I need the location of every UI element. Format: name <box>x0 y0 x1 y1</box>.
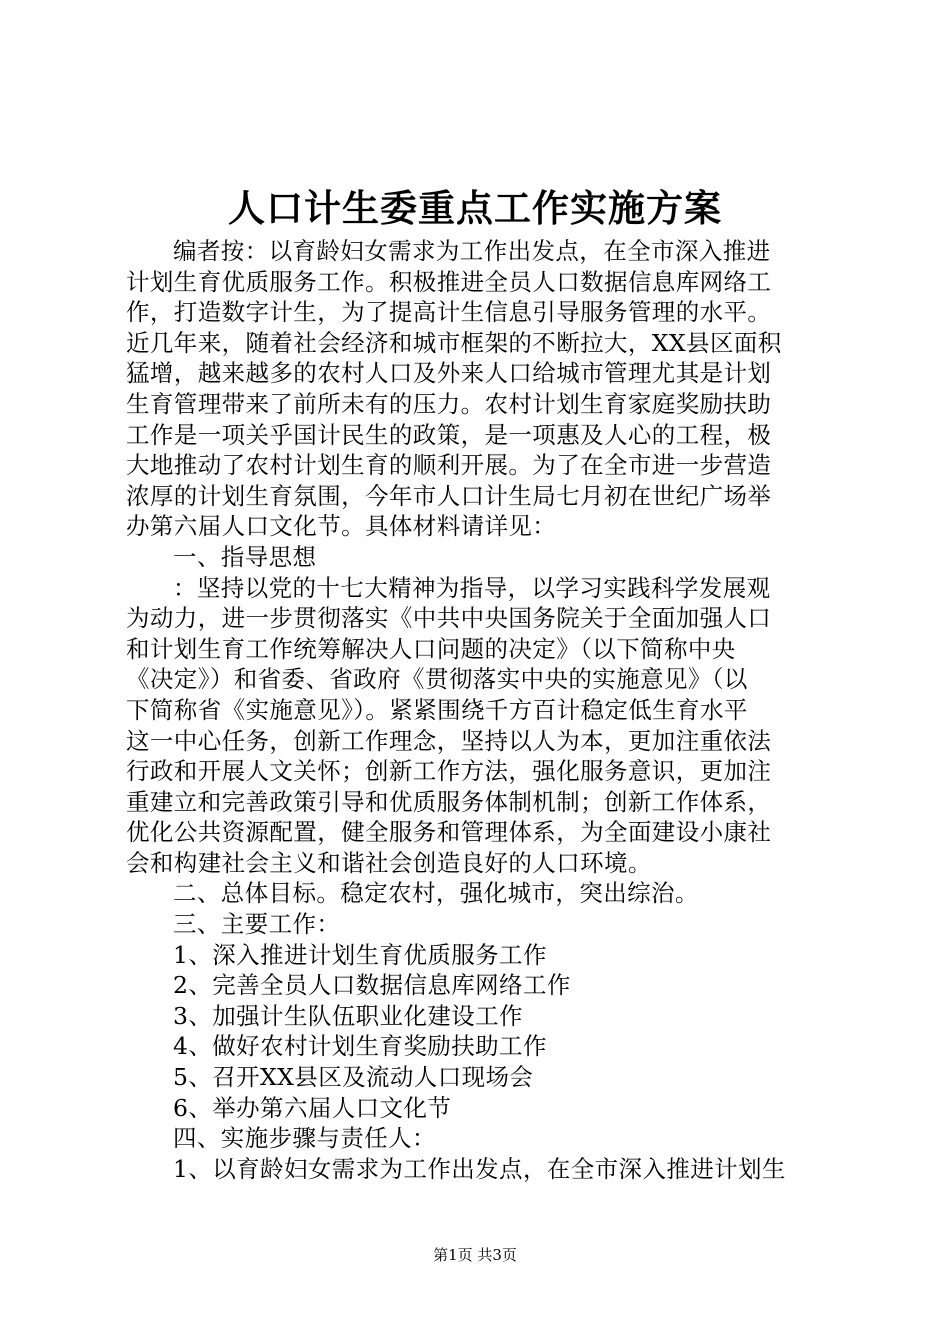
text-line: 行政和开展人文关怀；创新工作方法，强化服务意识，更加注 <box>126 757 772 786</box>
text-line: 计划生育优质服务工作。积极推进全员人口数据信息库网络工 <box>126 267 772 296</box>
list-item: 6、举办第六届人口文化节 <box>173 1093 452 1122</box>
list-item: 4、做好农村计划生育奖励扶助工作 <box>173 1032 547 1061</box>
list-item: 1、以育龄妇女需求为工作出发点，在全市深入推进计划生 <box>173 1154 786 1183</box>
text-line: 优化公共资源配置，健全服务和管理体系，为全面建设小康社 <box>126 818 772 847</box>
document-body <box>126 236 834 1184</box>
list-item: 5、召开XX县区及流动人口现场会 <box>173 1063 534 1092</box>
text-line: 和计划生育工作统筹解决人口问题的决定》（以下简称中央 <box>126 634 736 663</box>
text-line: 猛增，越来越多的农村人口及外来人口给城市管理尤其是计划 <box>126 359 772 388</box>
text-line: 重建立和完善政策引导和优质服务体制机制；创新工作体系， <box>126 787 772 816</box>
text-line: 作，打造数字计生，为了提高计生信息引导服务管理的水平。 <box>126 298 772 327</box>
page-footer: 第1页 共3页 <box>433 1246 517 1264</box>
text-line: 下简称省《实施意见》）。紧紧围绕千方百计稳定低生育水平 <box>126 695 748 724</box>
section-heading: 一、指导思想 <box>173 542 317 571</box>
text-line: 为动力，进一步贯彻落实《中共中央国务院关于全面加强人口 <box>126 604 772 633</box>
section-heading: 四、实施步骤与责任人： <box>173 1124 436 1153</box>
text-line: ：坚持以党的十七大精神为指导，以学习实践科学发展观 <box>173 573 771 602</box>
text-line: 生育管理带来了前所未有的压力。农村计划生育家庭奖励扶助 <box>126 389 772 418</box>
text-line: 编者按：以育龄妇女需求为工作出发点，在全市深入推进 <box>173 237 771 265</box>
section-heading: 三、主要工作： <box>173 910 341 939</box>
list-item: 1、深入推进计划生育优质服务工作 <box>173 940 547 969</box>
text-line: 大地推动了农村计划生育的顺利开展。为了在全市进一步营造 <box>126 451 772 480</box>
text-line: 工作是一项关乎国计民生的政策，是一项惠及人心的工程，极 <box>126 420 772 449</box>
text-line: 浓厚的计划生育氛围，今年市人口计生局七月初在世纪广场举 <box>126 481 772 510</box>
list-item: 3、加强计生队伍职业化建设工作 <box>173 1001 523 1030</box>
section-heading: 二、总体目标。稳定农村，强化城市，突出综治。 <box>173 879 699 908</box>
text-line: 《决定》）和省委、省政府《贯彻落实中央的实施意见》（以 <box>126 665 748 694</box>
document-title: 人口计生委重点工作实施方案 <box>228 186 722 230</box>
text-line: 这一中心任务，创新工作理念，坚持以人为本，更加注重依法 <box>126 726 772 755</box>
text-line: 会和构建社会主义和谐社会创造良好的人口环境。 <box>126 848 652 877</box>
text-line: 办第六届人口文化节。具体材料请详见： <box>126 512 557 541</box>
list-item: 2、完善全员人口数据信息库网络工作 <box>173 971 571 1000</box>
text-line: 近几年来，随着社会经济和城市框架的不断拉大，XX县区面积 <box>126 328 782 357</box>
